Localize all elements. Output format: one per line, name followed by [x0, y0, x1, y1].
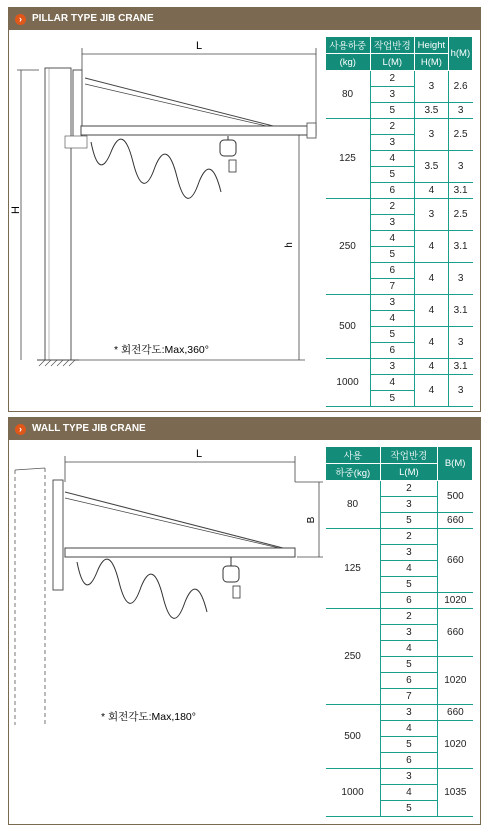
reach-cell: 6: [380, 673, 438, 689]
reach-cell: 2: [380, 529, 438, 545]
reach-cell: 6: [370, 183, 415, 199]
H-cell: 3: [415, 71, 449, 103]
header-reach: 작업반경: [370, 37, 415, 54]
H-cell: 4: [415, 375, 449, 407]
table-row: [326, 295, 473, 311]
reach-cell: 3: [370, 215, 415, 231]
table-row: [326, 609, 473, 625]
H-cell: 4: [415, 263, 449, 295]
dim-L-label: L: [195, 448, 203, 460]
header-load: 사용하중: [326, 37, 371, 54]
reach-cell: 5: [370, 103, 415, 119]
reach-cell: 4: [380, 561, 438, 577]
B-cell: 660: [438, 513, 473, 529]
reach-cell: 5: [380, 577, 438, 593]
reach-cell: 4: [370, 231, 415, 247]
reach-cell: 6: [370, 263, 415, 279]
h-cell: 3.1: [448, 359, 472, 375]
reach-cell: 2: [370, 71, 415, 87]
reach-cell: 3: [380, 769, 438, 785]
load-cell: 500: [326, 295, 371, 359]
reach-cell: 5: [370, 167, 415, 183]
h-cell: 3: [448, 375, 472, 407]
B-cell: 660: [438, 529, 473, 593]
dim-B-label: B: [306, 516, 317, 524]
H-cell: 4: [415, 183, 449, 199]
B-cell: 660: [438, 705, 473, 721]
table-row: [326, 199, 473, 215]
pillar-title: PILLAR TYPE JIB CRANE: [32, 13, 154, 24]
h-cell: 2.6: [448, 71, 472, 103]
reach-cell: 7: [380, 689, 438, 705]
header-reach: 작업반경: [380, 447, 438, 464]
h-cell: 3: [448, 327, 472, 359]
wall-spec-table: [325, 446, 473, 817]
reach-cell: 5: [380, 657, 438, 673]
reach-cell: 4: [370, 311, 415, 327]
header-load: 사용: [326, 447, 381, 464]
table-row: [326, 705, 473, 721]
reach-cell: 2: [380, 481, 438, 497]
H-cell: 3: [415, 119, 449, 151]
h-cell: 2.5: [448, 199, 472, 231]
pillar-section: [8, 7, 481, 412]
reach-cell: 5: [370, 247, 415, 263]
reach-cell: 2: [380, 609, 438, 625]
reach-cell: 6: [370, 343, 415, 359]
H-cell: 4: [415, 327, 449, 359]
wall-header: [9, 418, 480, 440]
reach-cell: 6: [380, 753, 438, 769]
h-cell: 3: [448, 151, 472, 183]
table-row: [326, 359, 473, 375]
reach-cell: 6: [380, 593, 438, 609]
dim-H-label: H: [10, 206, 22, 214]
header-load-unit: 하중(kg): [326, 464, 381, 481]
load-cell: 125: [326, 529, 381, 609]
pillar-spec-table: [325, 36, 473, 407]
header-load-unit: (kg): [326, 54, 371, 71]
table-row: [326, 71, 473, 87]
B-cell: 1035: [438, 769, 473, 817]
reach-cell: 4: [380, 721, 438, 737]
reach-cell: 3: [370, 87, 415, 103]
reach-cell: 3: [370, 135, 415, 151]
reach-cell: 3: [380, 705, 438, 721]
reach-cell: 4: [380, 785, 438, 801]
reach-cell: 4: [380, 641, 438, 657]
reach-cell: 2: [370, 199, 415, 215]
reach-cell: 7: [370, 279, 415, 295]
pillar-header: [9, 8, 480, 30]
table-row: [326, 769, 473, 785]
reach-cell: 2: [370, 119, 415, 135]
pillar-rotation-note: * 회전각도:Max,360°: [114, 344, 209, 356]
h-cell: 3.1: [448, 183, 472, 199]
header-height: Height: [415, 37, 449, 54]
load-cell: 250: [326, 609, 381, 705]
pillar-diagram: [9, 30, 325, 410]
B-cell: 1020: [438, 721, 473, 769]
dim-L-label: L: [195, 40, 203, 52]
load-cell: 125: [326, 119, 371, 199]
H-cell: 3.5: [415, 151, 449, 183]
reach-cell: 4: [370, 151, 415, 167]
load-cell: 80: [326, 481, 381, 529]
table-row: [326, 481, 473, 497]
dim-h-label: h: [284, 242, 295, 248]
load-cell: 250: [326, 199, 371, 295]
table-row: [326, 529, 473, 545]
header-reach-unit: L(M): [370, 54, 415, 71]
reach-cell: 5: [380, 513, 438, 529]
load-cell: 1000: [326, 359, 371, 407]
h-cell: 2.5: [448, 119, 472, 151]
h-cell: 3.1: [448, 231, 472, 263]
reach-cell: 3: [380, 497, 438, 513]
reach-cell: 3: [370, 295, 415, 311]
reach-cell: 3: [380, 545, 438, 561]
arrow-right-icon: ›: [15, 424, 26, 435]
load-cell: 1000: [326, 769, 381, 817]
header-reach-unit: L(M): [380, 464, 438, 481]
wall-rotation-note: * 회전각도:Max,180°: [101, 711, 196, 723]
h-cell: 3: [448, 263, 472, 295]
wall-diagram: [9, 440, 325, 825]
B-cell: 660: [438, 609, 473, 657]
reach-cell: 3: [370, 359, 415, 375]
header-height-unit: H(M): [415, 54, 449, 71]
reach-cell: 5: [380, 801, 438, 817]
H-cell: 4: [415, 295, 449, 327]
load-cell: 80: [326, 71, 371, 119]
H-cell: 3: [415, 199, 449, 231]
B-cell: 1020: [438, 657, 473, 705]
H-cell: 3.5: [415, 103, 449, 119]
wall-section: [8, 417, 481, 825]
load-cell: 500: [326, 705, 381, 769]
reach-cell: 5: [370, 391, 415, 407]
header-h: h(M): [448, 37, 472, 71]
reach-cell: 4: [370, 375, 415, 391]
H-cell: 4: [415, 231, 449, 263]
wall-title: WALL TYPE JIB CRANE: [32, 423, 146, 434]
B-cell: 1020: [438, 593, 473, 609]
h-cell: 3.1: [448, 295, 472, 327]
h-cell: 3: [448, 103, 472, 119]
H-cell: 4: [415, 359, 449, 375]
reach-cell: 5: [380, 737, 438, 753]
header-b: B(M): [438, 447, 473, 481]
B-cell: 500: [438, 481, 473, 513]
reach-cell: 5: [370, 327, 415, 343]
arrow-right-icon: ›: [15, 14, 26, 25]
table-row: [326, 119, 473, 135]
reach-cell: 3: [380, 625, 438, 641]
